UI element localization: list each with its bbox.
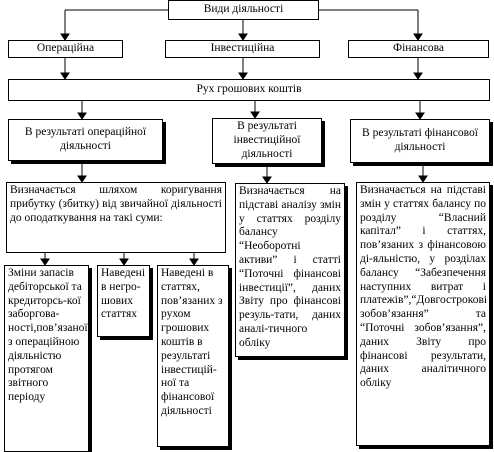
investing-method-text: Визначається на підставі аналізу змін у статтях розділу балансу “Необоротні активи” і статті “Поточні фінансові інвестиції”, даних Звіту про фінансові резуль-тати, даних аналі-тичного обліку — [239, 185, 341, 349]
operating-method-box — [6, 182, 226, 253]
cash-flow-label: Рух грошових коштів — [196, 83, 302, 96]
activity-operating-label: Операційна — [36, 42, 95, 55]
operating-item-changes-box — [4, 265, 89, 452]
operating-item-changes-text: Зміни запасів дебіторської та кредиторсь-кої заборгова-ності,пов’язаної з операційною діяльністю протягом звітного періоду — [8, 267, 88, 404]
operating-item-cashflow-box — [157, 265, 229, 447]
activity-investing-label: Інвестиційна — [210, 42, 275, 55]
result-investing-box — [212, 118, 322, 164]
activity-financing-box — [348, 40, 489, 58]
activity-financing-label: Фінансова — [393, 42, 444, 55]
title-text: Види діяльності — [203, 3, 284, 16]
investing-method-box — [235, 183, 345, 357]
activity-investing-box — [165, 40, 320, 58]
result-operating-label: В результаті операційної діяльності — [24, 126, 147, 152]
cash-flow-box — [8, 79, 490, 101]
operating-item-noncash-text: Наведені в негро-шових статтях — [101, 267, 146, 321]
result-investing-label: В результаті інвестиційної діяльності — [233, 120, 301, 160]
operating-item-cashflow-text: Наведені в статтях, пов’язаних з рухом грошових коштів в результаті інвестицій-ної та фінансової діяльності — [161, 267, 223, 417]
title-box — [168, 0, 319, 20]
result-financing-label: В результаті фінансової діяльності — [362, 127, 478, 153]
result-financing-box — [350, 119, 490, 163]
operating-item-noncash-box — [97, 265, 150, 337]
activity-operating-box — [8, 40, 123, 58]
financing-method-box — [356, 182, 490, 446]
result-operating-box — [8, 119, 163, 161]
financing-method-text: Визначається на підставі змін у статтях балансу по розділу “Власний капітал” і статтях, пов’язаних з фінансовою ді-яльністю, у розділах балансу “Забезпечення наступних витрат і платежів”,“Довгострокові зобов’язання” та “Поточні зобов’язання”, даних Звіту про фінансові результати, даних аналітичного обліку — [360, 184, 488, 390]
operating-method-text: Визначається шляхом коригування прибутку (збитку) від звичайної діяльності до оподаткування на такі суми: — [10, 184, 222, 224]
